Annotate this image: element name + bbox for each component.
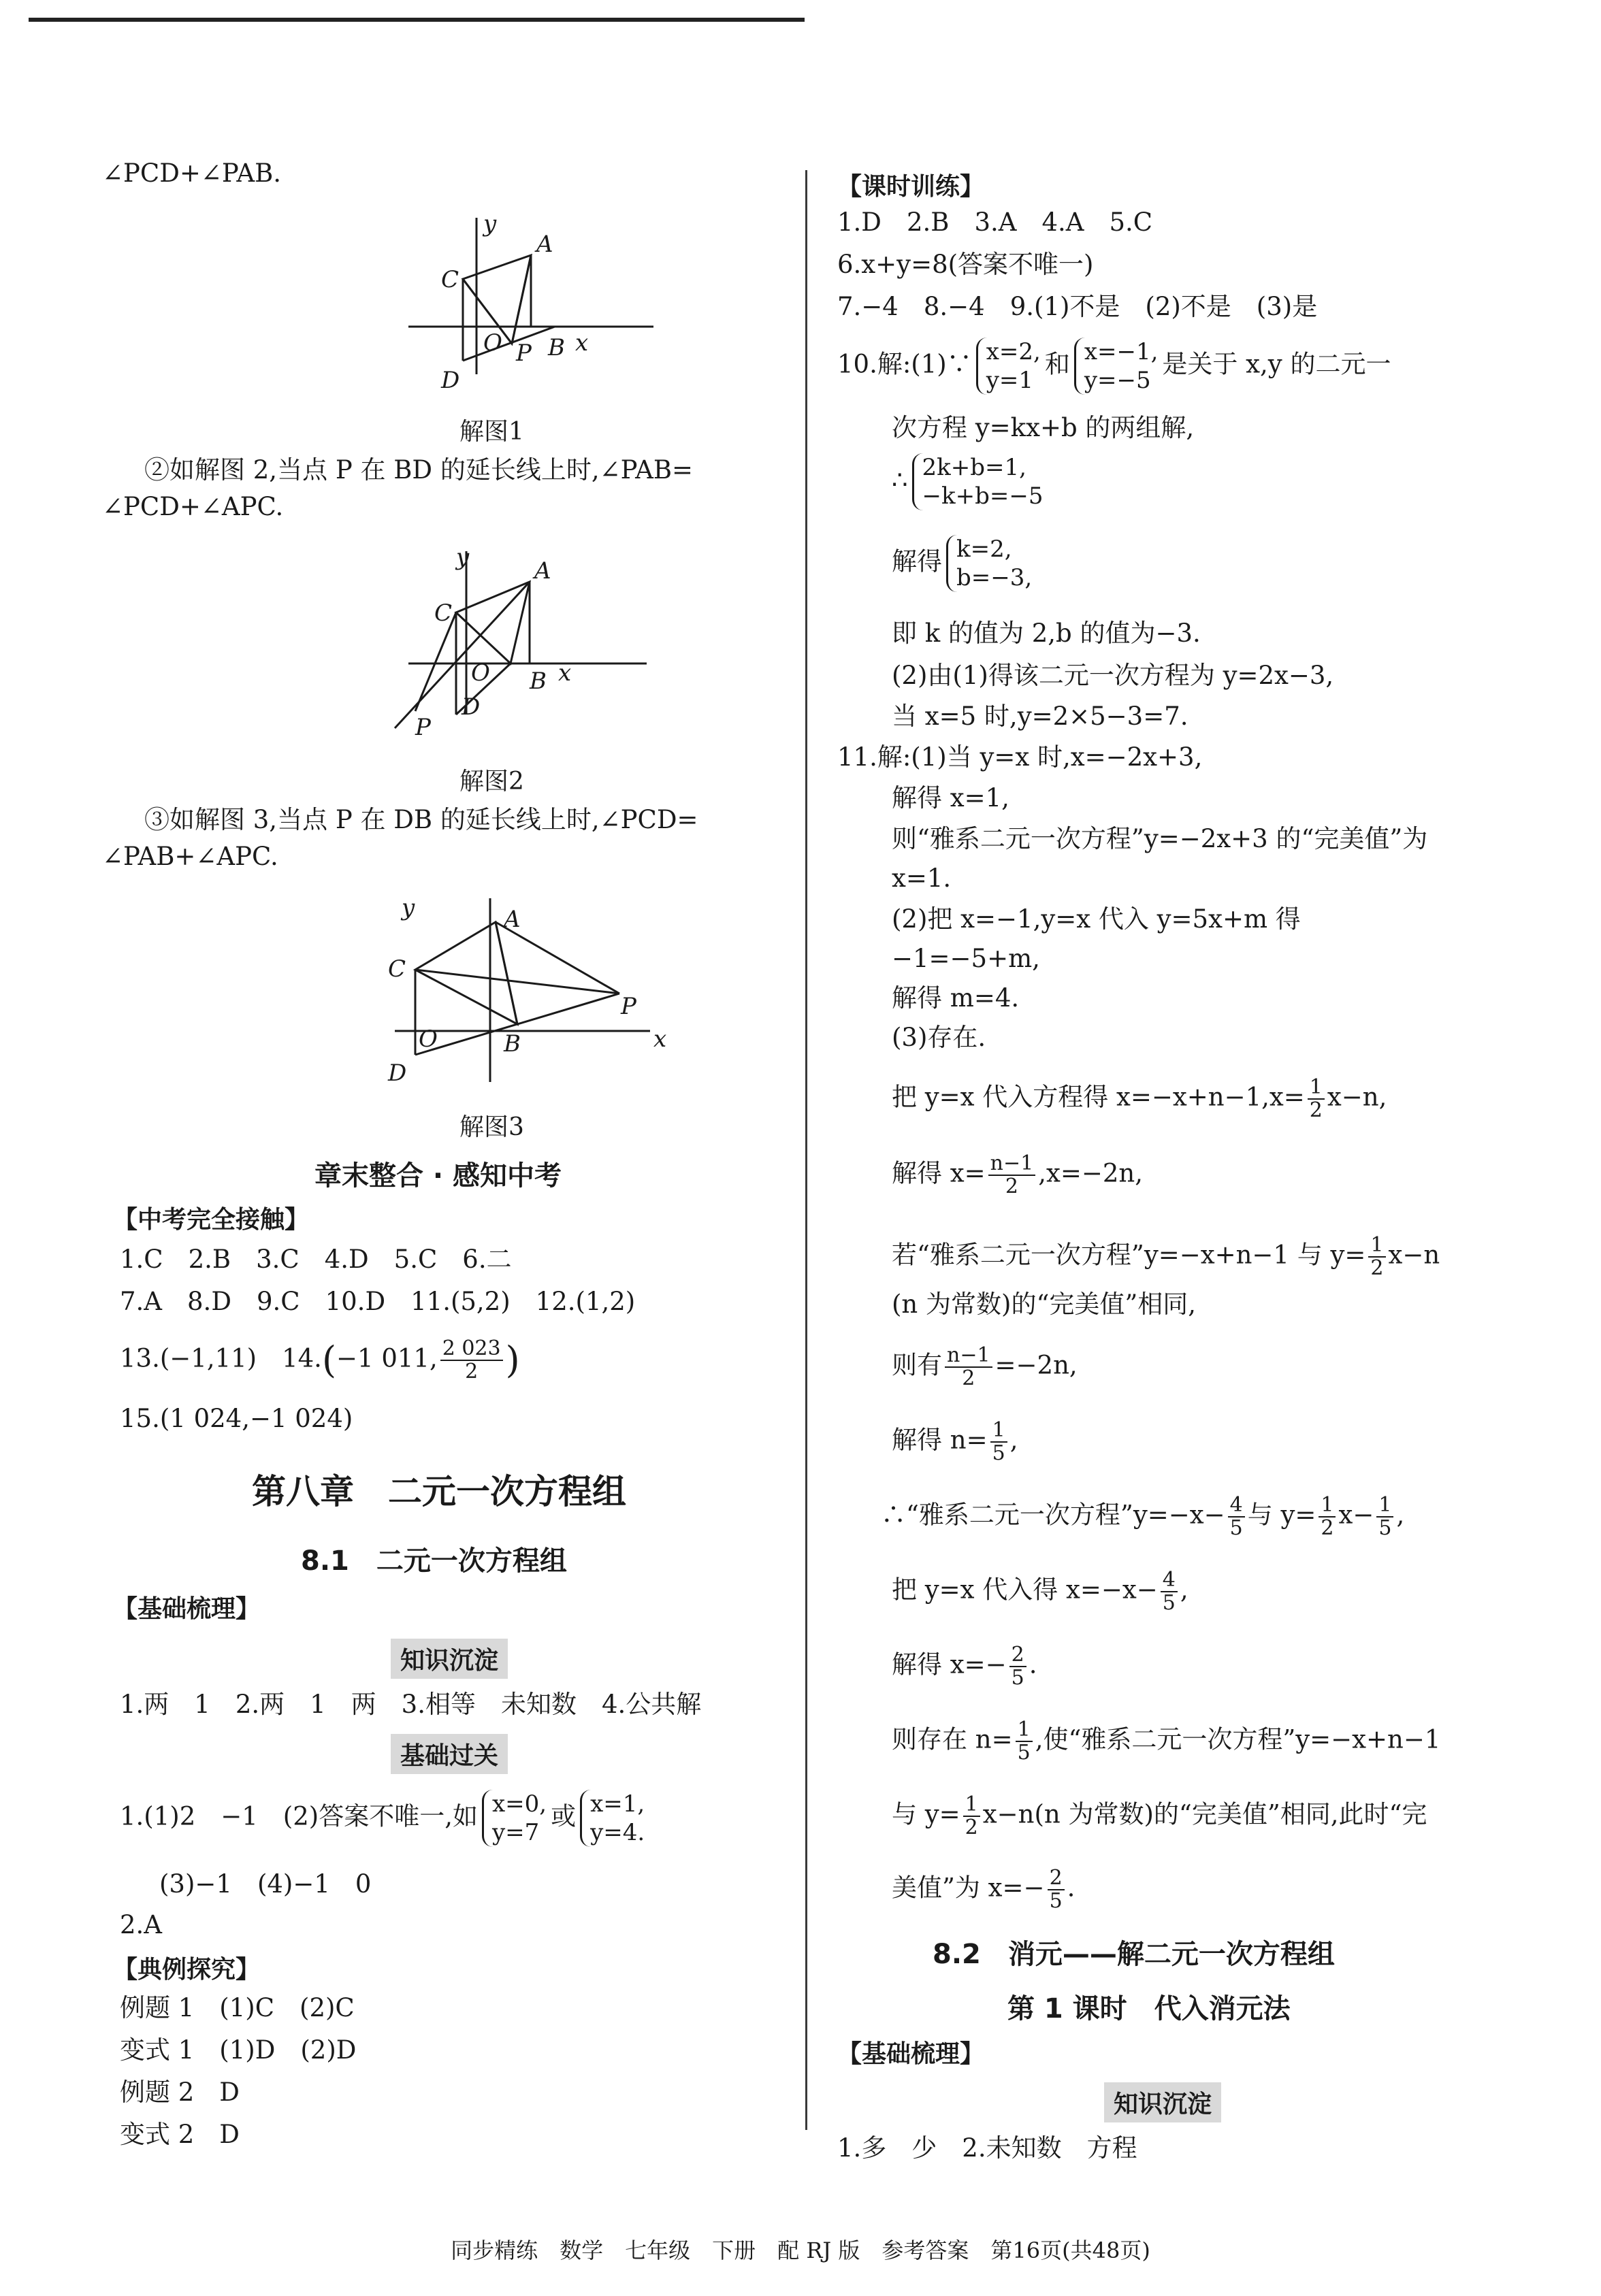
exam-line-4: 15.(1 024,−1 024) bbox=[120, 1404, 353, 1433]
q11-line-s: 与 y= $\frac{1}{2}$ x−n(n 为常数)的“完美值”相同,此时“完 bbox=[892, 1792, 1427, 1839]
q11-line-a: 11.解:(1)当 y=x 时,x=−2x+3, bbox=[837, 742, 1203, 772]
fig2-caption: 解图2 bbox=[459, 768, 524, 796]
figure-2 bbox=[388, 538, 674, 749]
q11-line-o: ∴“雅系二元一次方程”y=−x− $\frac{4}{5}$ 与 y= $\frac{1}{2}$ x− $\frac{1}{5}$ , bbox=[881, 1493, 1405, 1540]
top-rule bbox=[29, 18, 805, 22]
fig3-label-y: y bbox=[402, 894, 415, 921]
section-8-2-heading: 8.2 消元——解二元一次方程组 bbox=[933, 1939, 1335, 1970]
q11-line-e: (2)把 x=−1,y=x 代入 y=5x+m 得 bbox=[892, 904, 1301, 934]
exam-line-3: 13.(−1,11) 14.(−1 011, $\frac{2 023}{2}$ ) bbox=[120, 1336, 520, 1383]
fig2-label-y: y bbox=[456, 544, 470, 571]
exam-bracket: 【中考完全接触】 bbox=[113, 1206, 310, 1234]
q11-line-h: (3)存在. bbox=[892, 1023, 986, 1052]
tag-knowledge: 知识沉淀 bbox=[391, 1639, 508, 1679]
q10-line-e: (2)由(1)得该二元一次方程为 y=2x−3, bbox=[892, 661, 1334, 690]
exam-line-2: 7.A 8.D 9.C 10.D 11.(5,2) 12.(1,2) bbox=[120, 1287, 636, 1316]
fig2-label-x: x bbox=[558, 659, 572, 687]
example-1: 例题 1 (1)C (2)C bbox=[120, 1993, 355, 2022]
q11-line-i: 把 y=x 代入方程得 x=−x+n−1,x= $\frac{1}{2}$ x−n, bbox=[892, 1075, 1387, 1122]
q11-line-p: 把 y=x 代入得 x=−x− $\frac{4}{5}$ , bbox=[892, 1568, 1188, 1615]
q11-line-f: −1=−5+m, bbox=[892, 944, 1040, 973]
right-line-3: 7.−4 8.−4 9.(1)不是 (2)不是 (3)是 bbox=[837, 292, 1318, 321]
fig1-caption: 解图1 bbox=[459, 418, 524, 446]
q11-line-r: 则存在 n= $\frac{1}{5}$ ,使“雅系二元一次方程”y=−x+n−1 bbox=[892, 1718, 1441, 1765]
basic-bracket-2: 【基础梳理】 bbox=[837, 2040, 985, 2068]
fig2-label-C: C bbox=[434, 600, 453, 627]
chapter-8-heading: 第八章 二元一次方程组 bbox=[252, 1472, 626, 1511]
section-8-1-heading: 8.1 二元一次方程组 bbox=[301, 1545, 567, 1577]
basic-line-3: 2.A bbox=[120, 1910, 163, 1939]
q10-system-2: x=−1, y=−5 bbox=[1074, 338, 1159, 395]
q11-line-k: 若“雅系二元一次方程”y=−x+n−1 与 y= $\frac{1}{2}$ x−n bbox=[892, 1233, 1440, 1280]
q10-system-3: 2k+b=1, −k+b=−5 bbox=[912, 453, 1044, 510]
q11-line-l: (n 为常数)的“完美值”相同, bbox=[892, 1290, 1197, 1319]
chapter-review-heading: 章末整合 · 感知中考 bbox=[314, 1160, 562, 1192]
fig3-label-O: O bbox=[419, 1026, 438, 1053]
page-footer: 同步精练 数学 七年级 下册 配 RJ 版 参考答案 第16页(共48页) bbox=[451, 2237, 1150, 2263]
fig3-label-D: D bbox=[388, 1060, 407, 1087]
q11-line-b: 解得 x=1, bbox=[892, 783, 1009, 813]
q10-line-f: 当 x=5 时,y=2×5−3=7. bbox=[892, 702, 1188, 731]
fig3-caption: 解图3 bbox=[459, 1113, 524, 1141]
example-2: 例题 2 D bbox=[120, 2078, 240, 2107]
last-line: 1.多 少 2.未知数 方程 bbox=[837, 2133, 1137, 2163]
basic-line-2: (3)−1 (4)−1 0 bbox=[159, 1869, 372, 1899]
left-line-2b: ∠PCD+∠APC. bbox=[102, 492, 284, 521]
example-bracket: 【典例探究】 bbox=[113, 1956, 261, 1984]
fig1-label-C: C bbox=[441, 266, 459, 293]
fig2-label-A: A bbox=[534, 557, 551, 585]
fig1-label-x: x bbox=[575, 329, 589, 357]
fig1-label-B: B bbox=[548, 334, 565, 361]
q10-system-1: x=2, y=1 bbox=[976, 338, 1041, 395]
left-line-3a: ③如解图 3,当点 P 在 DB 的延长线上时,∠PCD= bbox=[144, 805, 698, 834]
q10-line-therefore: ∴ 2k+b=1, −k+b=−5 bbox=[892, 454, 1044, 510]
q11-line-d: x=1. bbox=[892, 864, 952, 893]
fig3-label-x: x bbox=[653, 1026, 667, 1053]
fig1-label-D: D bbox=[441, 367, 460, 394]
figure-3 bbox=[381, 885, 681, 1089]
basic-system-2: x=1, y=4. bbox=[580, 1790, 645, 1847]
fig2-label-D: D bbox=[462, 693, 481, 721]
column-divider bbox=[805, 170, 807, 2130]
variant-1: 变式 1 (1)D (2)D bbox=[120, 2035, 357, 2065]
fig2-label-B: B bbox=[530, 668, 547, 695]
variant-2: 变式 2 D bbox=[120, 2120, 240, 2149]
fig1-label-y: y bbox=[483, 210, 497, 237]
q11-line-g: 解得 m=4. bbox=[892, 983, 1020, 1013]
right-line-2: 6.x+y=8(答案不唯一) bbox=[837, 250, 1094, 279]
basic-line-1: 1.(1)2 −1 (2)答案不唯一,如 x=0, y=7 或 x=1, y=4. bbox=[120, 1790, 645, 1846]
left-line-3b: ∠PAB+∠APC. bbox=[102, 842, 278, 871]
fig3-label-C: C bbox=[388, 955, 406, 983]
q10-system-4: k=2, b=−3, bbox=[946, 535, 1032, 592]
q11-line-c: 则“雅系二元一次方程”y=−2x+3 的“完美值”为 bbox=[892, 824, 1428, 853]
fig2-label-P: P bbox=[415, 714, 431, 741]
tag-knowledge-2: 知识沉淀 bbox=[1104, 2082, 1221, 2122]
q10-line-d: 即 k 的值为 2,b 的值为−3. bbox=[892, 619, 1201, 648]
fig1-label-P: P bbox=[516, 340, 532, 367]
fig2-label-O: O bbox=[471, 659, 490, 687]
exam-frac: $\frac{2 023}{2}$ bbox=[440, 1338, 503, 1383]
fig3-label-A: A bbox=[504, 906, 521, 933]
train-bracket: 【课时训练】 bbox=[837, 173, 985, 201]
q11-line-m: 则有 $\frac{n-1}{2}$ =−2n, bbox=[892, 1343, 1078, 1390]
fig3-label-B: B bbox=[504, 1030, 521, 1057]
q10-line-solve: 解得 k=2, b=−3, bbox=[892, 536, 1033, 591]
q11-line-j: 解得 x= $\frac{n-1}{2}$ ,x=−2n, bbox=[892, 1151, 1143, 1198]
q11-line-q: 解得 x=− $\frac{2}{5}$ . bbox=[892, 1643, 1037, 1690]
basic-bracket: 【基础梳理】 bbox=[113, 1595, 261, 1623]
tag-basic: 基础过关 bbox=[391, 1734, 508, 1774]
fig1-label-O: O bbox=[483, 329, 502, 357]
basic-system-1: x=0, y=7 bbox=[482, 1790, 547, 1847]
knowledge-line: 1.两 1 2.两 1 两 3.相等 未知数 4.公共解 bbox=[120, 1690, 702, 1719]
lesson-heading: 第 1 课时 代入消元法 bbox=[1007, 1993, 1291, 2024]
left-line-2a: ②如解图 2,当点 P 在 BD 的延长线上时,∠PAB= bbox=[144, 455, 694, 485]
figure-1 bbox=[402, 204, 688, 401]
q10-line-a: 10.解:(1)∵ x=2, y=1 和 x=−1, y=−5 是关于 x,y 的二元一 bbox=[837, 338, 1391, 394]
fig3-label-P: P bbox=[621, 993, 636, 1020]
q11-line-t: 美值”为 x=− $\frac{2}{5}$ . bbox=[892, 1866, 1076, 1913]
left-line-1: ∠PCD+∠PAB. bbox=[102, 159, 282, 188]
right-line-1: 1.D 2.B 3.A 4.A 5.C bbox=[837, 208, 1153, 237]
q11-line-n: 解得 n= $\frac{1}{5}$ , bbox=[892, 1418, 1018, 1465]
fig1-label-A: A bbox=[536, 231, 553, 258]
exam-line-1: 1.C 2.B 3.C 4.D 5.C 6.二 bbox=[120, 1245, 512, 1274]
q10-line-c: 次方程 y=kx+b 的两组解, bbox=[892, 413, 1195, 442]
